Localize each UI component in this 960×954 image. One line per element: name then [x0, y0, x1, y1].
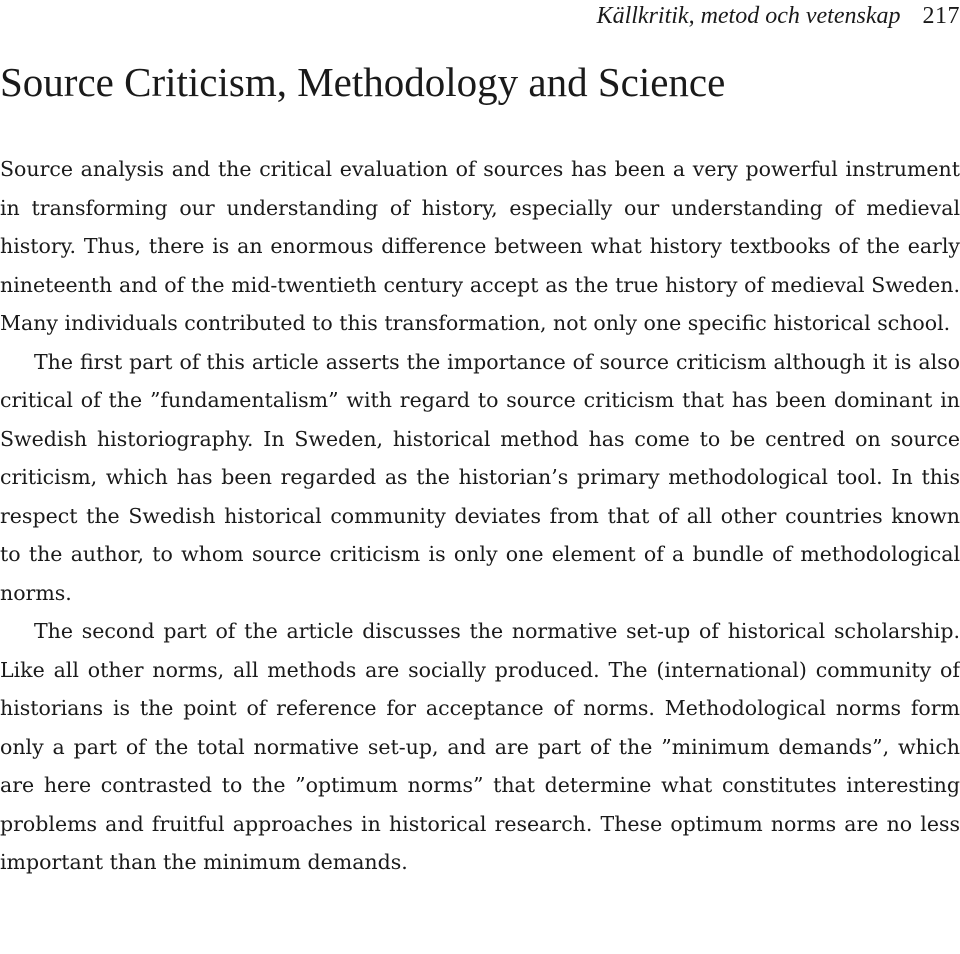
paragraph-1: Source analysis and the critical evaluation of sources has been a very powerful instrument in transforming our understanding of history, especially our understanding of medieval history. Thus, there is an enormous difference between what history textbooks of the early nineteenth and of the mid-twentieth century accept as the true history of medieval Sweden. Many individuals contributed to this transformation, not only one specific historical school.	[0, 157, 960, 335]
running-title: Källkritik, metod och vetenskap	[596, 3, 901, 29]
page-number: 217	[922, 3, 960, 29]
running-header	[597, 0, 960, 32]
paragraph-2: The first part of this article asserts the importance of source criticism although it is also critical of the ”fundamentalism” with regard to source criticism that has been dominant in Swedish historiography. In Sweden, historical method has come to be centred on source criticism, which has been regarded as the historian’s primary methodological tool. In this respect the Swedish historical community deviates from that of all other countries known to the author, to whom source criticism is only one element of a bundle of methodological norms.	[0, 349, 960, 605]
article-body	[0, 150, 960, 882]
paragraph-3: The second part of the article discusses the normative set-up of historical scholarship. Like all other norms, all methods are socially produced. The (international) community of historians is the point of reference for acceptance of norms. Methodological norms form only a part of the total normative set-up, and are part of the ”minimum demands”, which are here contrasted to the ”optimum norms” that determine what constitutes interesting problems and fruitful approaches in historical research. These optimum norms are no less important than the minimum demands.	[0, 619, 960, 874]
article-title: Source Criticism, Methodology and Science	[0, 59, 726, 105]
